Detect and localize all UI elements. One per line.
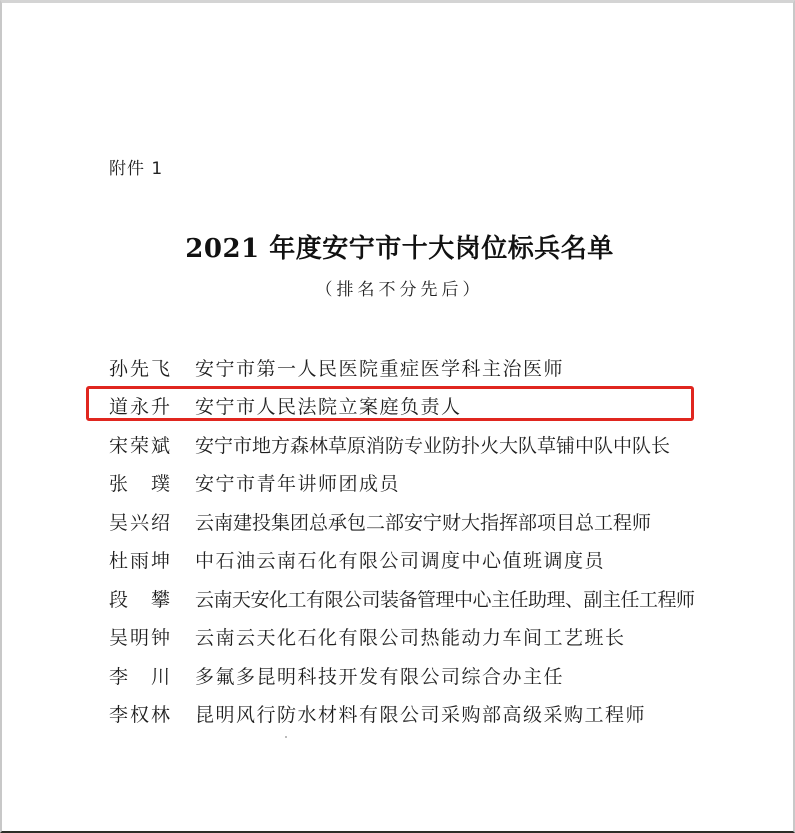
honoree-position: 安宁市人民法院立案庭负责人	[195, 396, 462, 419]
honoree-name: 孙先飞	[109, 357, 173, 380]
honoree-name: 李 川	[109, 665, 173, 688]
list-item	[109, 695, 729, 734]
honoree-position: 云南天安化工有限公司装备管理中心主任助理、副主任工程师	[195, 588, 695, 611]
scan-speck	[285, 736, 287, 738]
list-item	[109, 579, 729, 618]
list-item	[109, 618, 729, 657]
list-item	[109, 348, 729, 387]
honoree-position: 云南云天化石化有限公司热能动力车间工艺班长	[195, 627, 626, 650]
honoree-position: 昆明风行防水材料有限公司采购部高级采购工程师	[195, 704, 647, 727]
honoree-position: 中石油云南石化有限公司调度中心值班调度员	[195, 550, 606, 573]
honoree-name: 吴明钟	[109, 627, 173, 650]
honoree-position: 安宁市第一人民医院重症医学科主治医师	[195, 357, 565, 380]
list-item	[109, 656, 729, 695]
honoree-name: 宋荣斌	[109, 434, 173, 457]
attachment-label: 附件 1	[109, 159, 164, 179]
list-item	[109, 541, 729, 580]
list-item	[109, 464, 729, 503]
list-item	[109, 425, 729, 464]
honoree-position: 多氟多昆明科技开发有限公司综合办主任	[195, 665, 565, 688]
honoree-name: 道永升	[109, 396, 173, 419]
honoree-position: 安宁市青年讲师团成员	[195, 473, 401, 496]
document-title: 2021 年度安宁市十大岗位标兵名单	[185, 234, 614, 264]
list-item	[109, 502, 729, 541]
honoree-name: 李权林	[109, 704, 173, 727]
honoree-position: 云南建投集团总承包二部安宁财大指挥部项目总工程师	[195, 511, 652, 534]
honoree-name: 吴兴绍	[109, 511, 173, 534]
honoree-name: 段 攀	[109, 588, 173, 611]
honoree-name: 杜雨坤	[109, 550, 173, 573]
highlight-box	[86, 386, 694, 421]
document-subtitle: （排名不分先后）	[315, 280, 484, 300]
honoree-position: 安宁市地方森林草原消防专业防扑火大队草铺中队中队长	[195, 434, 671, 457]
honoree-name: 张 璞	[109, 473, 173, 496]
